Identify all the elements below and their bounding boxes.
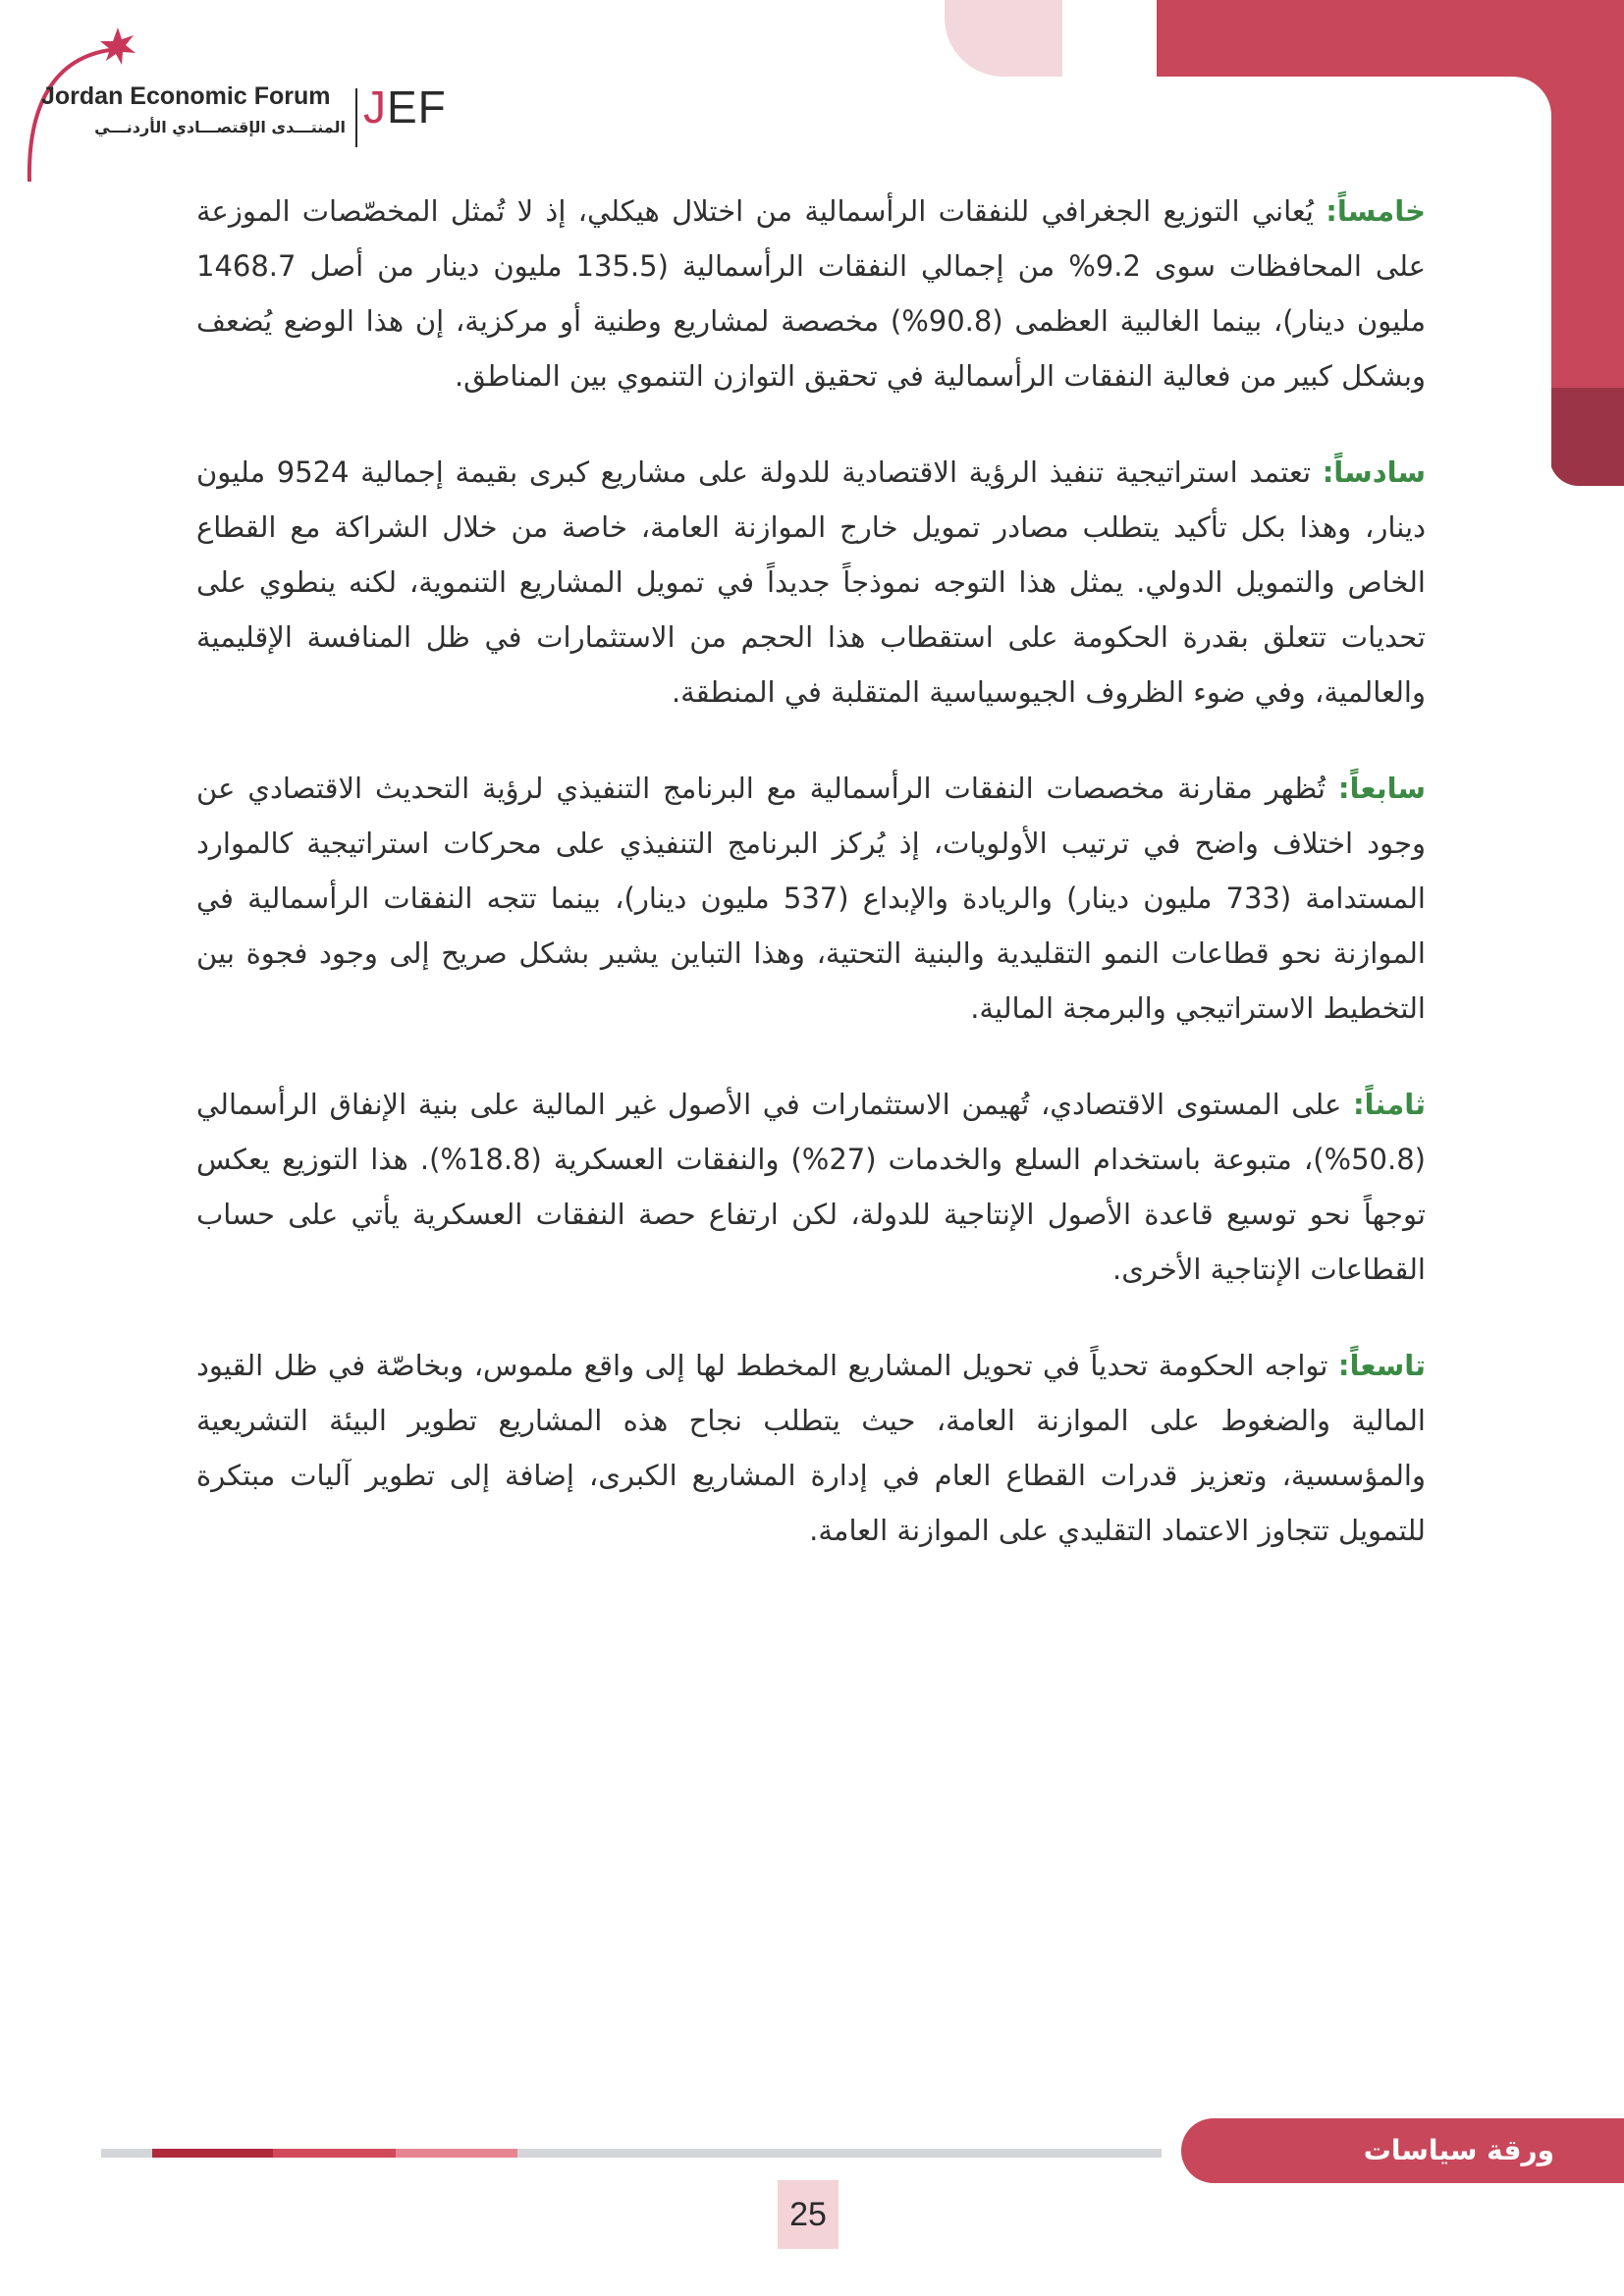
document-body	[196, 184, 1426, 1599]
paragraph-fifth	[196, 184, 1426, 403]
paragraph-lead: سادساً:	[1322, 455, 1426, 489]
jef-logo	[20, 20, 447, 187]
paragraph-lead: تاسعاً:	[1337, 1349, 1426, 1382]
decorative-dark-red-band	[1549, 388, 1624, 486]
logo-english-name: Jordan Economic Forum	[41, 82, 331, 110]
paragraph-lead: سابعاً:	[1337, 772, 1426, 805]
paragraph-eighth	[196, 1077, 1426, 1297]
policy-paper-label: ورقة سياسات	[1363, 2134, 1554, 2166]
footer-accent-segment	[152, 2149, 273, 2158]
paragraph-text: تُظهر مقارنة مخصصات النفقات الرأسمالية مع البرنامج التنفيذي لرؤية التحديث الاقتصادي عن وجود اختلاف واضح في ترتيب الأولويات، إذ يُركز البرنامج التنفيذي على محركات استراتيجية كالموارد المستدامة (733 مليون دينار) والريادة والإبداع (537 مليون دينار)، بينما تتجه النفقات الرأسمالية في الموازنة نحو قطاعات النمو التقليدية والبنية التحتية، وهذا التباين يشير بشكل صريح إلى وجود فجوة بين التخطيط الاستراتيجي والبرمجة المالية.	[196, 772, 1426, 1025]
logo-abbreviation	[363, 80, 447, 133]
paragraph-ninth	[196, 1338, 1426, 1558]
logo-abbreviation-j: J	[363, 81, 387, 133]
paragraph-text: تعتمد استراتيجية تنفيذ الرؤية الاقتصادية للدولة على مشاريع كبرى بقيمة إجمالية 9524 مليون دينار، وهذا بكل تأكيد يتطلب مصادر تمويل خارج الموازنة العامة، خاصة من خلال الشراكة مع القطاع الخاص والتمويل الدولي. يمثل هذا التوجه نموذجاً جديداً في تمويل المشاريع التنموية، لكنه ينطوي على تحديات تتعلق بقدرة الحكومة على استقطاب هذا الحجم من الاستثمارات في ظل المنافسة الإقليمية والعالمية، وفي ضوء الظروف الجيوسياسية المتقلبة في المنطقة.	[196, 455, 1426, 709]
page-number: 25	[778, 2180, 839, 2249]
footer-accent-segment	[396, 2149, 517, 2158]
paragraph-text: على المستوى الاقتصادي، تُهيمن الاستثمارات في الأصول غير المالية على بنية الإنفاق الرأسمالي (50.8%)، متبوعة باستخدام السلع والخدمات (27%) والنفقات العسكرية (18.8%). هذا التوزيع يعكس توجهاً نحو توسيع قاعدة الأصول الإنتاجية للدولة، لكن ارتفاع حصة النفقات العسكرية يأتي على حساب القطاعات الإنتاجية الأخرى.	[196, 1088, 1426, 1286]
paragraph-lead: ثامناً:	[1352, 1088, 1426, 1121]
paragraph-text: يُعاني التوزيع الجغرافي للنفقات الرأسمالية من اختلال هيكلي، إذ لا تُمثل المخصّصات الموزعة على المحافظات سوى 9.2% من إجمالي النفقات الرأسمالية (135.5 مليون دينار من أصل 1468.7 مليون دينار)، بينما الغالبية العظمى (90.8%) مخصصة لمشاريع وطنية أو مركزية، إن هذا الوضع يُضعف وبشكل كبير من فعالية النفقات الرأسمالية في تحقيق التوازن التنموي بين المناطق.	[196, 194, 1426, 393]
paragraph-sixth	[196, 445, 1426, 720]
logo-abbreviation-rest: EF	[387, 81, 447, 133]
paragraph-seventh	[196, 761, 1426, 1036]
logo-arabic-name: المنتـــدى الإقتصـــادي الأردنـــي	[94, 118, 346, 136]
decorative-pink-shape	[945, 0, 1062, 77]
footer-accent-segment	[273, 2149, 396, 2158]
logo-separator	[355, 88, 357, 147]
paragraph-lead: خامساً:	[1326, 194, 1426, 228]
paragraph-text: تواجه الحكومة تحدياً في تحويل المشاريع المخطط لها إلى واقع ملموس، وبخاصّة في ظل القيود المالية والضغوط على الموازنة العامة، حيث يتطلب نجاح هذه المشاريع تطوير البيئة التشريعية والمؤسسية، وتعزيز قدرات القطاع العام في إدارة المشاريع الكبرى، إضافة إلى تطوير آليات مبتكرة للتمويل تتجاوز الاعتماد التقليدي على الموازنة العامة.	[196, 1349, 1426, 1547]
